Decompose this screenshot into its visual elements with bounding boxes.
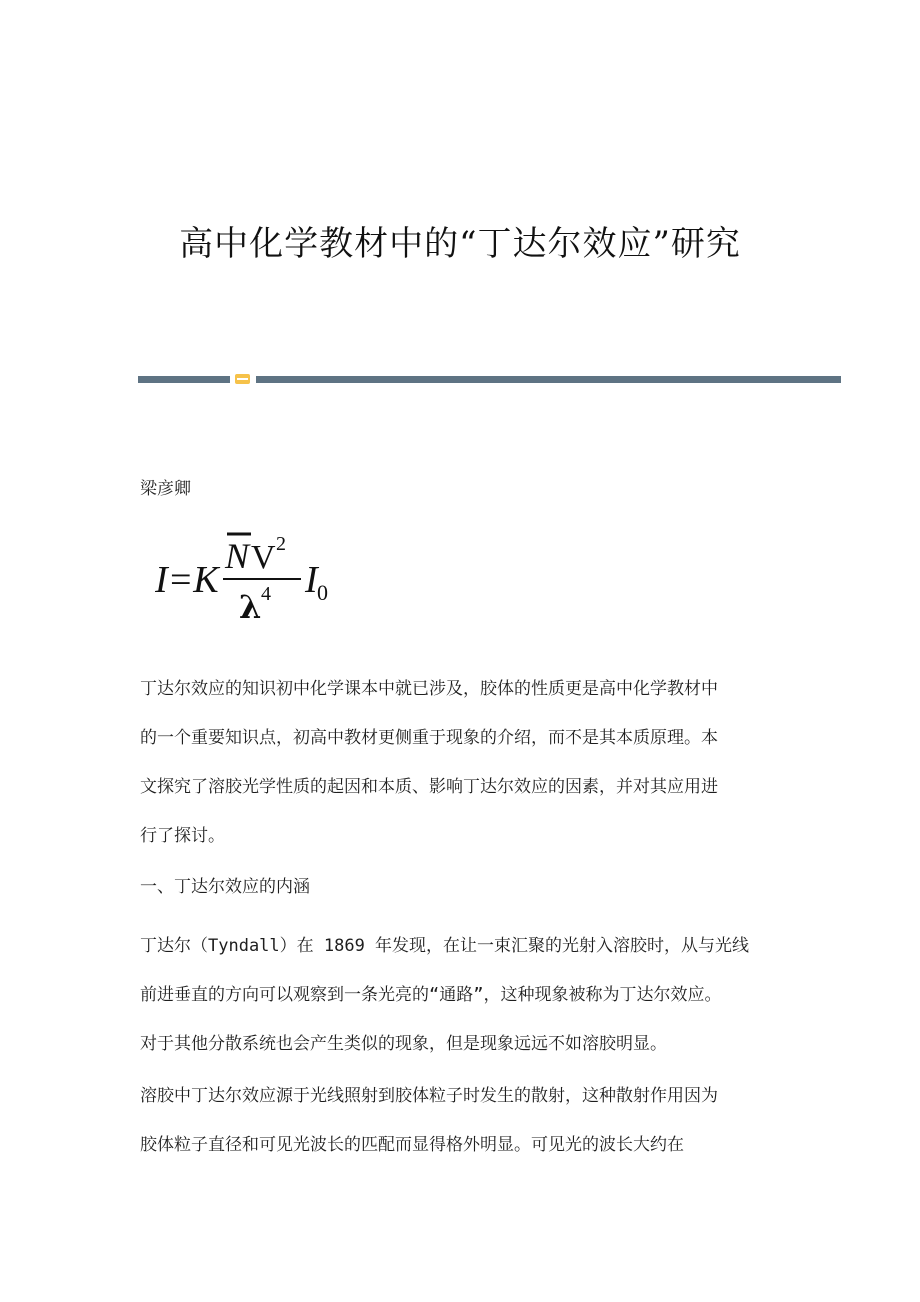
- formula-denominator: λ: [239, 588, 262, 626]
- text-line: 文探究了溶胶光学性质的起因和本质、影响丁达尔效应的因素，并对其应用进: [140, 777, 718, 797]
- formula-denominator-exp: 4: [261, 583, 271, 605]
- formula-numerator-exp: 2: [276, 533, 286, 555]
- formula-image: [155, 526, 355, 626]
- text-line: 丁达尔效应的知识初中化学课本中就已涉及，胶体的性质更是高中化学教材中: [140, 679, 718, 699]
- formula-tail-sub: 0: [317, 580, 328, 605]
- text-line: 对于其他分散系统也会产生类似的现象，但是现象远远不如溶胶明显。: [140, 1034, 667, 1054]
- formula-lhs: I=K: [155, 559, 219, 601]
- paragraph-intro: [140, 665, 800, 861]
- text-line: 行了探讨。: [140, 826, 225, 846]
- section-heading: [140, 863, 800, 912]
- divider-left-bar: [138, 376, 230, 383]
- paragraph-tyndall-discovery: [140, 922, 800, 1069]
- text-line: 的一个重要知识点，初高中教材更侧重于现象的介绍，而不是其本质原理。本: [140, 728, 718, 748]
- text-line: 胶体粒子直径和可见光波长的匹配而显得格外明显。可见光的波长大约在: [140, 1135, 684, 1155]
- divider-mark-icon: [235, 374, 250, 384]
- author: 梁彦卿: [140, 479, 191, 499]
- page-title: 高中化学教材中的“丁达尔效应”研究: [179, 224, 741, 264]
- title-divider: [138, 374, 841, 384]
- text-line: 溶胶中丁达尔效应源于光线照射到胶体粒子时发生的散射，这种散射作用因为: [140, 1086, 718, 1106]
- heading-line: 一、丁达尔效应的内涵: [140, 877, 310, 897]
- divider-right-bar: [256, 376, 841, 383]
- formula-tail: I: [305, 559, 318, 601]
- formula-numerator-v: V: [251, 539, 276, 576]
- text-line: 丁达尔（Tyndall）在 1869 年发现，在让一束汇聚的光射入溶胶时，从与光线: [140, 936, 750, 956]
- text-line: 前进垂直的方向可以观察到一条光亮的“通路”，这种现象被称为丁达尔效应。: [140, 985, 722, 1005]
- paragraph-scattering: [140, 1072, 800, 1170]
- formula-numerator-n: N: [225, 536, 250, 576]
